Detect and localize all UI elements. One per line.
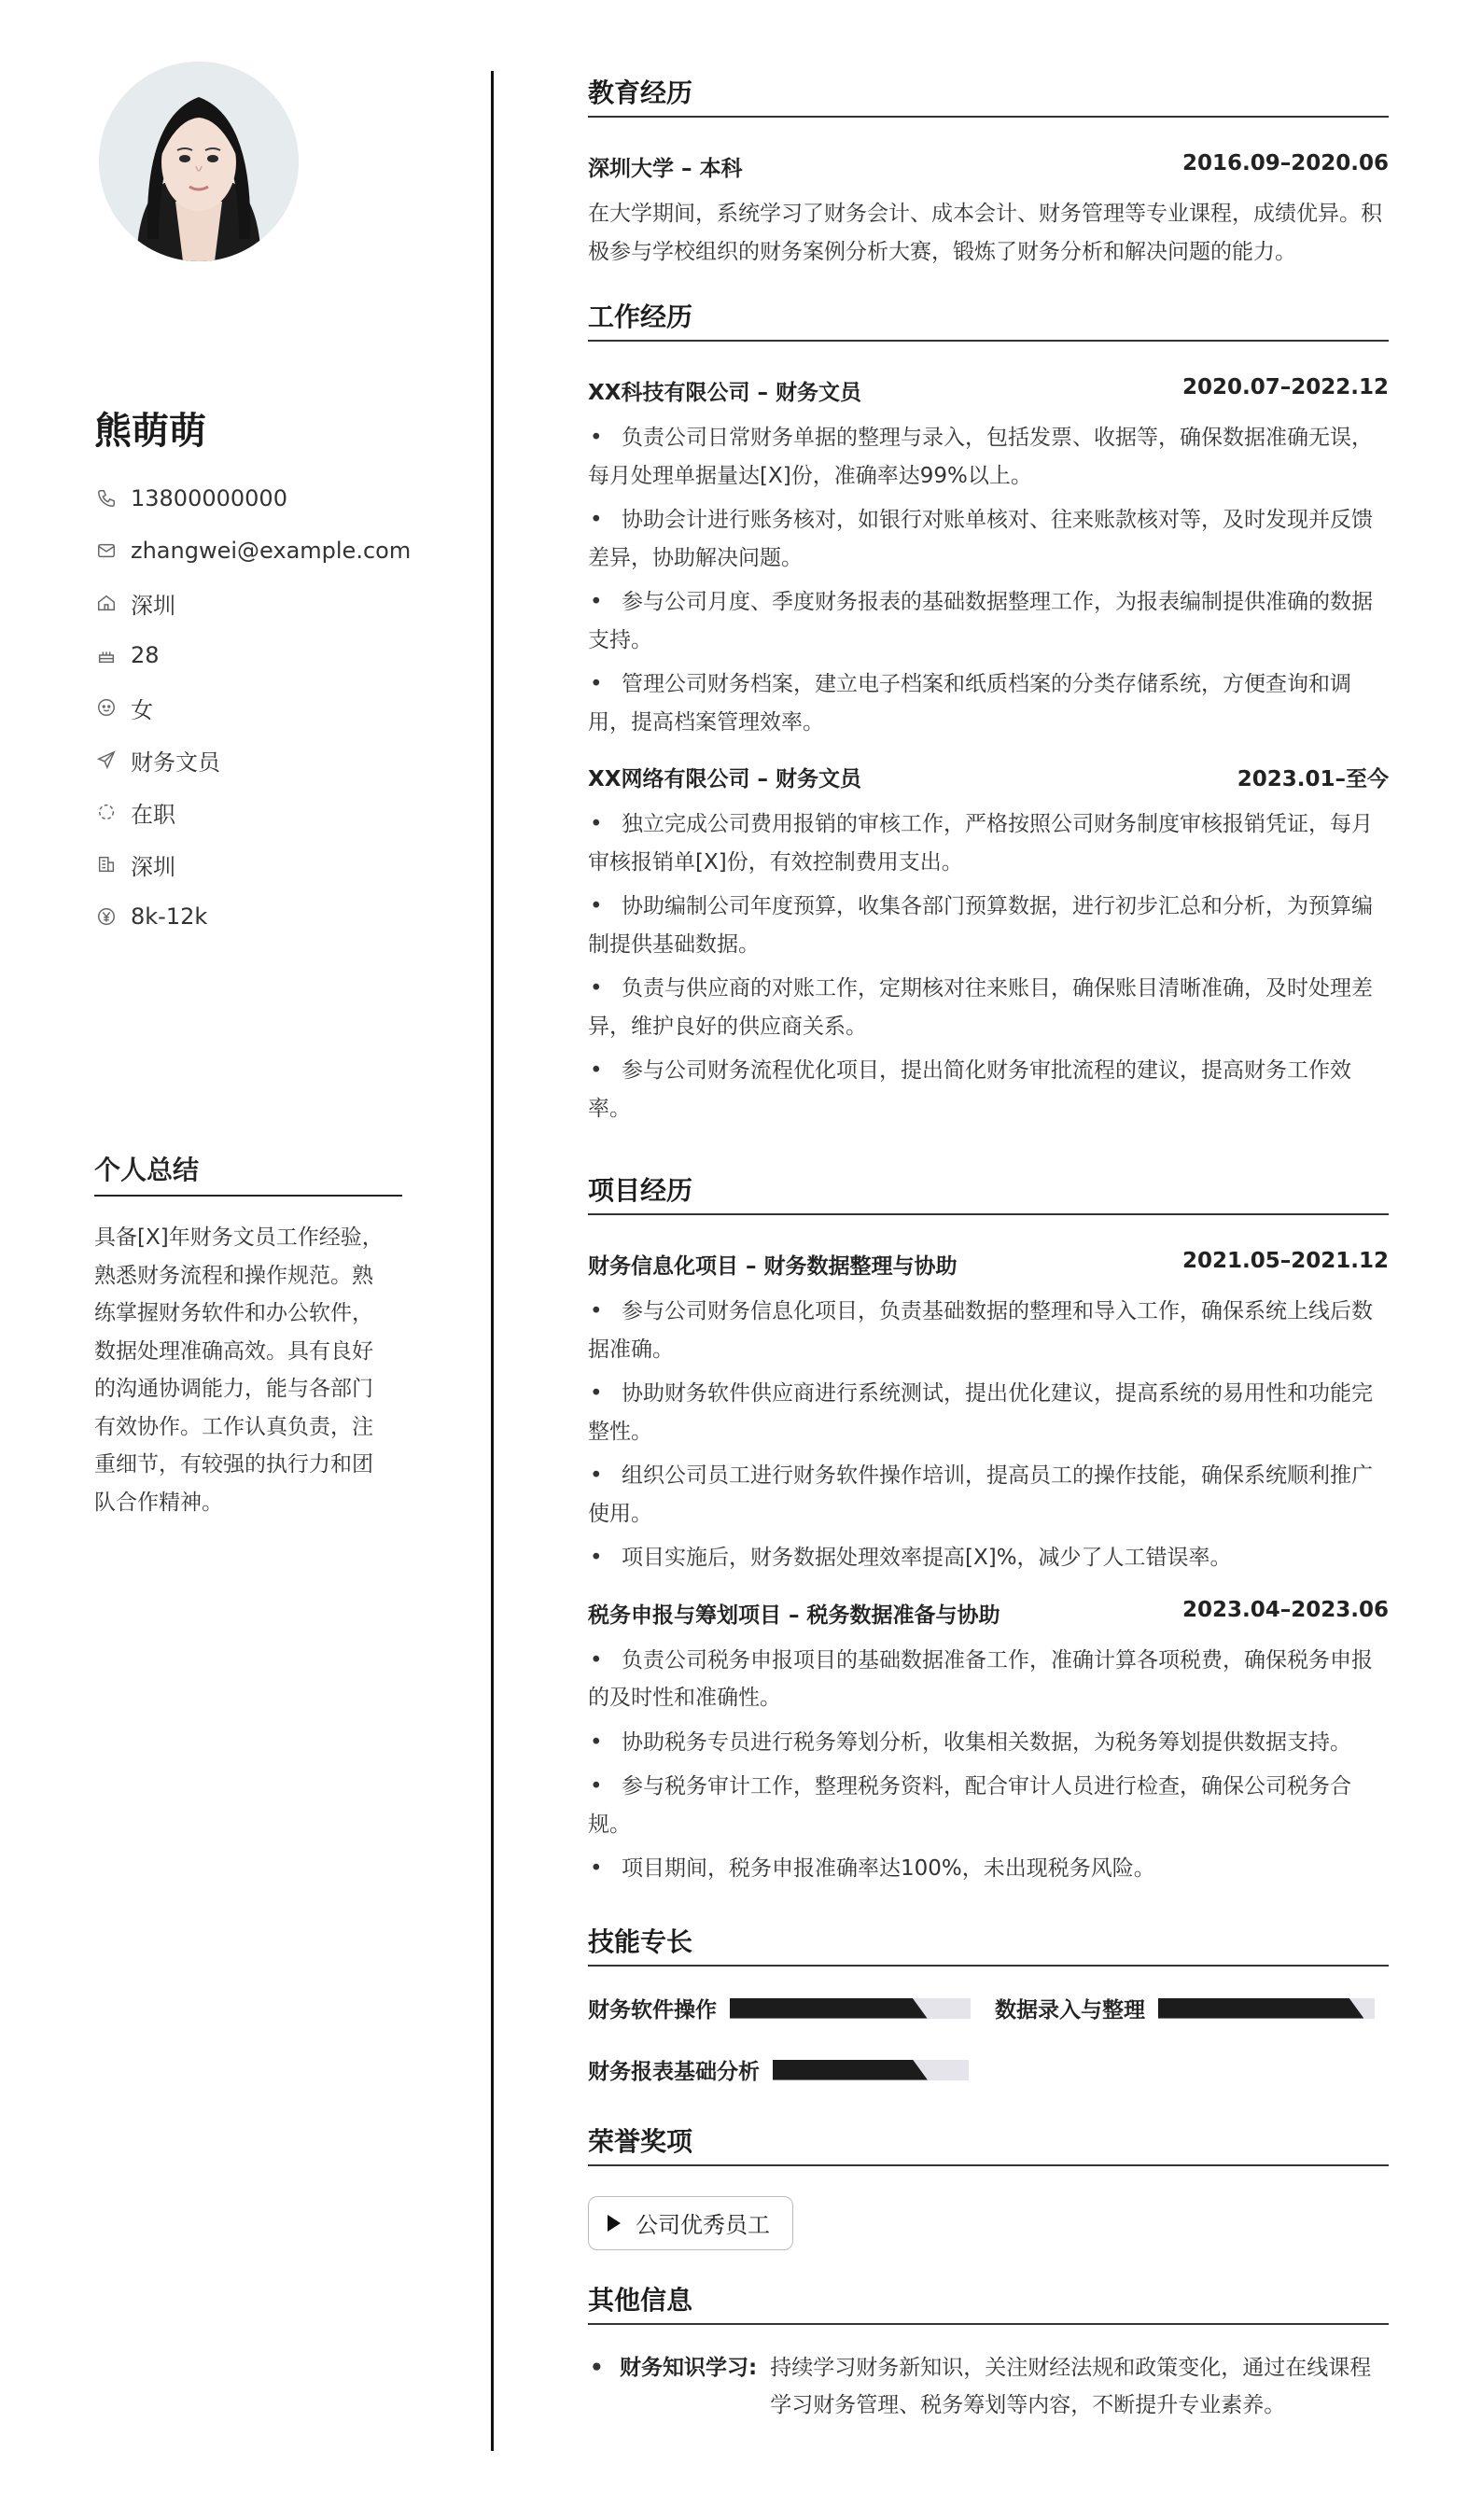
list-item: • 组织公司员工进行财务软件操作培训，提高员工的操作技能，确保系统顺利推广使用。	[588, 1457, 1389, 1533]
skill-item	[588, 1987, 971, 2030]
skill-bar-fill	[730, 1998, 928, 2019]
contact-location	[94, 577, 411, 629]
other-item	[588, 2349, 1389, 2425]
list-item: • 协助税务专员进行税务筹划分析，收集相关数据，为税务筹划提供数据支持。	[588, 1724, 1389, 1762]
skill-label: 财务软件操作	[588, 1998, 717, 2023]
award-tag	[588, 2196, 793, 2250]
work-date: 2023.01–至今	[1237, 767, 1389, 791]
contact-phone	[94, 472, 411, 525]
cake-icon	[94, 643, 119, 667]
contact-list	[94, 472, 411, 943]
work-bullets	[588, 419, 1389, 741]
skill-item	[588, 2049, 969, 2092]
skill-bar-fill	[773, 2060, 928, 2080]
contact-position-text: 财务文员	[131, 749, 220, 776]
skills-grid	[588, 1987, 1389, 2110]
other-title: 其他信息	[588, 2280, 1389, 2325]
summary-title: 个人总结	[94, 1150, 402, 1197]
education-desc: 在大学期间，系统学习了财务会计、成本会计、财务管理等专业课程，成绩优异。积极参与学校组织的财务案例分析大赛，锻炼了财务分析和解决问题的能力。	[588, 202, 1382, 264]
contact-status-text: 在职	[131, 801, 175, 828]
skills-title: 技能专长	[588, 1922, 1389, 1967]
contact-city	[94, 838, 411, 890]
contact-age-text: 28	[131, 642, 160, 668]
work-date: 2020.07–2022.12	[1181, 375, 1389, 399]
project-bullets	[588, 1293, 1389, 1577]
project-date: 2023.04–2023.06	[1181, 1597, 1389, 1622]
list-item: • 负责公司税务申报项目的基础数据准备工作，准确计算各项税费，确保税务申报的及时性和准确性。	[588, 1642, 1389, 1717]
project-name: 税务申报与筹划项目 – 税务数据准备与协助	[588, 1603, 1000, 1628]
column-divider	[491, 71, 494, 2451]
list-item: • 参与公司财务流程优化项目，提出简化财务审批流程的建议，提高财务工作效率。	[588, 1052, 1389, 1127]
skill-bar	[730, 1998, 971, 2019]
education-title: 教育经历	[588, 73, 1389, 118]
other-label: 财务知识学习:	[620, 2355, 758, 2380]
other-text: 持续学习财务新知识，关注财经法规和政策变化，通过在线课程学习财务管理、税务筹划等内容，不断提升专业素养。	[770, 2355, 1372, 2417]
honors-title: 荣誉奖项	[588, 2121, 1389, 2166]
candidate-name: 熊萌萌	[94, 410, 206, 453]
award-label: 公司优秀员工	[636, 2212, 770, 2238]
phone-icon	[94, 486, 119, 511]
project-item-head	[588, 1598, 1389, 1629]
skill-label: 财务报表基础分析	[588, 2060, 760, 2084]
contact-salary-text: 8k-12k	[131, 903, 208, 930]
education-date: 2016.09–2020.06	[1181, 151, 1389, 175]
contact-email	[94, 525, 411, 577]
work-company: XX网络有限公司 – 财务文员	[588, 767, 861, 791]
contact-phone-text: 13800000000	[131, 485, 287, 511]
list-item: • 独立完成公司费用报销的审核工作，严格按照公司财务制度审核报销凭证，每月审核报销单[X]份，有效控制费用支出。	[588, 805, 1389, 881]
project-bullets	[588, 1642, 1389, 1888]
face-icon	[94, 695, 119, 720]
contact-city-text: 深圳	[131, 853, 175, 880]
education-school: 深圳大学 – 本科	[588, 157, 743, 181]
projects-title: 项目经历	[588, 1170, 1389, 1215]
project-item-head	[588, 1249, 1389, 1280]
building-icon	[94, 852, 119, 876]
skill-bar	[1158, 1998, 1375, 2019]
summary-text: 具备[X]年财务文员工作经验，熟悉财务流程和操作规范。熟练掌握财务软件和办公软件，数据处理准确高效。具有良好的沟通协调能力，能与各部门有效协作。工作认真负责，注重细节，有较强的执行力和团队合作精神。	[94, 1225, 384, 1515]
work-company: XX科技有限公司 – 财务文员	[588, 381, 861, 405]
list-item: • 协助编制公司年度预算，收集各部门预算数据，进行初步汇总和分析，为预算编制提供基础数据。	[588, 888, 1389, 963]
list-item: • 参与公司财务信息化项目，负责基础数据的整理和导入工作，确保系统上线后数据准确。	[588, 1293, 1389, 1368]
list-item: • 项目期间，税务申报准确率达100%，未出现税务风险。	[588, 1850, 1389, 1888]
avatar	[99, 62, 299, 261]
contact-status	[94, 786, 411, 838]
contact-salary	[94, 890, 411, 943]
contact-position	[94, 734, 411, 786]
home-icon	[94, 591, 119, 615]
avatar-portrait	[99, 62, 299, 261]
send-icon	[94, 748, 119, 772]
list-item: • 协助会计进行账务核对，如银行对账单核对、往来账款核对等，及时发现并反馈差异，协助解决问题。	[588, 501, 1389, 577]
skill-label: 数据录入与整理	[995, 1998, 1145, 2023]
skill-bar-fill	[1158, 1998, 1363, 2019]
status-icon	[94, 800, 119, 824]
contact-email-text: zhangwei@example.com	[131, 538, 412, 564]
list-item: • 参与税务审计工作，整理税务资料，配合审计人员进行检查，确保公司税务合规。	[588, 1768, 1389, 1843]
contact-gender-text: 女	[131, 696, 153, 723]
skill-item	[995, 1987, 1375, 2030]
list-item: • 协助财务软件供应商进行系统测试，提出优化建议，提高系统的易用性和功能完整性。	[588, 1375, 1389, 1450]
skill-bar	[773, 2060, 969, 2080]
list-item: • 负责与供应商的对账工作，定期核对往来账目，确保账目清晰准确，及时处理差异，维护良好的供应商关系。	[588, 970, 1389, 1045]
list-item: • 参与公司月度、季度财务报表的基础数据整理工作，为报表编制提供准确的数据支持。	[588, 583, 1389, 659]
bullet-icon: •	[590, 2355, 604, 2380]
work-title: 工作经历	[588, 297, 1389, 342]
list-item: • 项目实施后，财务数据处理效率提高[X]%，减少了人工错误率。	[588, 1539, 1389, 1577]
list-item: • 管理公司财务档案，建立电子档案和纸质档案的分类存储系统，方便查询和调用，提高档案管理效率。	[588, 665, 1389, 741]
list-item: • 负责公司日常财务单据的整理与录入，包括发票、收据等，确保数据准确无误，每月处理单据量达[X]份，准确率达99%以上。	[588, 419, 1389, 495]
work-item-head	[588, 762, 1389, 792]
project-date: 2021.05–2021.12	[1181, 1249, 1389, 1273]
contact-location-text: 深圳	[131, 592, 175, 619]
yen-icon	[94, 904, 119, 929]
play-icon	[608, 2215, 621, 2232]
main-content	[588, 73, 1389, 2425]
education-item-head	[588, 151, 1389, 182]
mail-icon	[94, 539, 119, 563]
work-item-head	[588, 375, 1389, 406]
contact-age	[94, 629, 411, 681]
project-name: 财务信息化项目 – 财务数据整理与协助	[588, 1254, 958, 1279]
work-bullets	[588, 805, 1389, 1127]
contact-gender	[94, 681, 411, 734]
